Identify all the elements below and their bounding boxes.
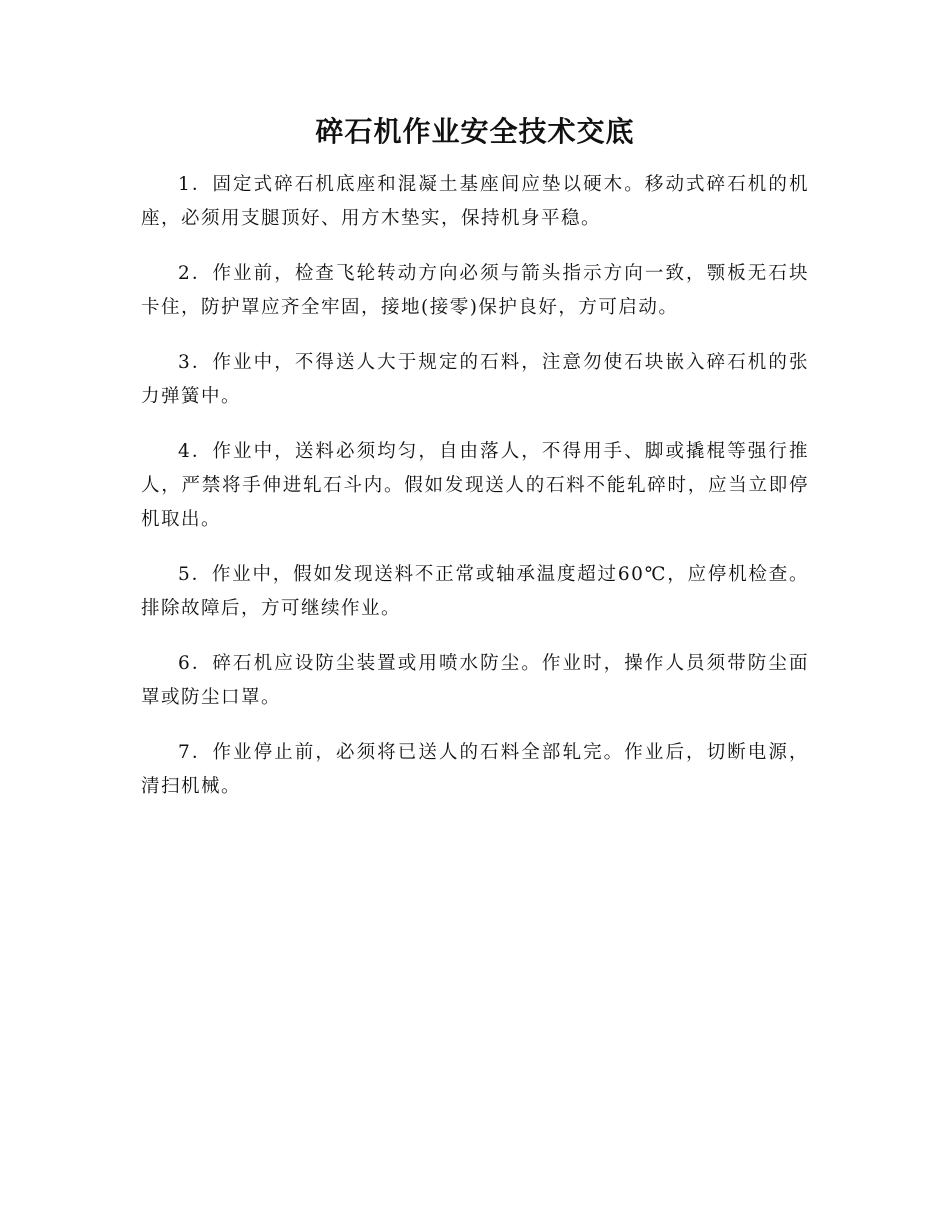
paragraph-3: 3．作业中，不得送人大于规定的石料，注意勿使石块嵌入碎石机的张力弹簧中。	[141, 352, 809, 407]
paragraph-1: 1．固定式碎石机底座和混凝土基座间应垫以硬木。移动式碎石机的机座，必须用支腿顶好、用方木垫实，保持机身平稳。	[141, 174, 809, 229]
paragraph-5: 5．作业中，假如发现送料不正常或轴承温度超过60℃，应停机检查。排除故障后，方可继续作业。	[141, 564, 809, 619]
document-title: 碎石机作业安全技术交底	[315, 115, 635, 148]
paragraph-7: 7．作业停止前，必须将已送人的石料全部轧完。作业后，切断电源，清扫机械。	[141, 742, 809, 797]
paragraph-2: 2．作业前，检查飞轮转动方向必须与箭头指示方向一致，颚板无石块卡住，防护罩应齐全牢固，接地(接零)保护良好，方可启动。	[141, 263, 809, 318]
document-body	[141, 168, 809, 825]
paragraph-6: 6．碎石机应设防尘装置或用喷水防尘。作业时，操作人员须带防尘面罩或防尘口罩。	[141, 653, 809, 708]
paragraph-4: 4．作业中，送料必须均匀，自由落人，不得用手、脚或撬棍等强行推人，严禁将手伸进轧石斗内。假如发现送人的石料不能轧碎时，应当立即停机取出。	[141, 441, 809, 530]
